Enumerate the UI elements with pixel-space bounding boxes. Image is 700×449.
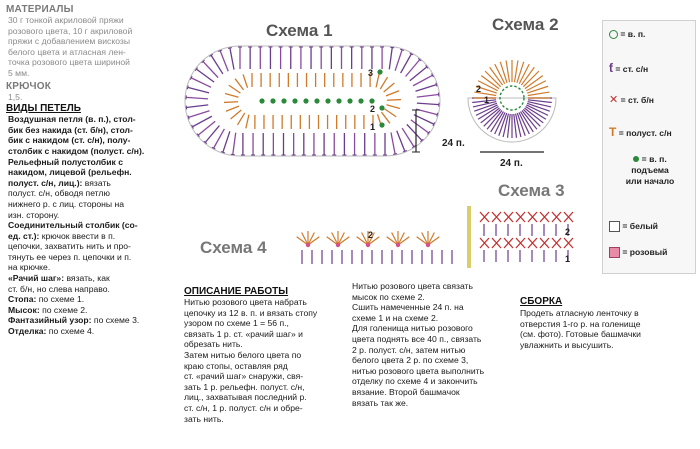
description-1-line: Затем нитью белого цвета по (184, 349, 302, 360)
description-2-line: Сшить намеченные 24 п. на (352, 302, 464, 313)
assembly-title: СБОРКА (520, 296, 563, 307)
scheme-1-diagram (185, 46, 465, 156)
scheme-2-row-2: 2 (476, 84, 482, 94)
description-1-line: зать нить. (184, 413, 224, 424)
scheme-2-diagram (468, 60, 556, 169)
description-col-1 (184, 297, 344, 424)
white-swatch (609, 221, 620, 232)
sc-icon: ✕ (609, 94, 619, 106)
description-1-line: обрезать нить. (184, 339, 243, 350)
loops-line: на крючке. (8, 262, 51, 273)
loops-line: полуст. с/н, лиц.): вязать (8, 177, 111, 188)
loops-line: бик без накида (ст. б/н), стол- (8, 124, 133, 135)
description-1-line: Нитью розового цвета набрать (184, 297, 307, 307)
loops-line: ед. ст.): крючок ввести в п. (8, 230, 116, 241)
loops-line: тянуть ее через п. цепочки и п. (8, 251, 132, 262)
scheme-3-row-2: 2 (565, 227, 571, 237)
legend-hdc: T = полуст. с/н (609, 125, 672, 139)
assembly-line: отверстия 1-го р. на голенище (520, 318, 641, 329)
description-2-line: отделку по схеме 4 и закончить (352, 376, 478, 387)
scheme-2-title: Схема 2 (492, 15, 559, 34)
legend-pink: = розовый (609, 247, 667, 258)
hook-title: КРЮЧОК (6, 80, 52, 92)
start-dot-icon (633, 156, 639, 162)
description-2-line: мысок по схеме 2. (352, 291, 425, 302)
legend-dc: ƭ = ст. с/н (609, 61, 649, 75)
loops-line: изн. сторону. (8, 209, 60, 220)
materials-line: 5 мм. (8, 67, 30, 78)
left-column (6, 4, 178, 337)
description-2-line: белого цвета 2 р. по схеме 3, (352, 355, 469, 366)
materials-line: точка розового цвета шириной (8, 57, 130, 68)
hook-value: 1,5. (8, 91, 23, 102)
chain-icon (609, 30, 618, 39)
description-2-line: вязать так же. (352, 397, 409, 408)
legend-box (602, 20, 696, 274)
materials-line: розового цвета, 10 г акриловой (8, 25, 133, 36)
legend-white: = белый (609, 221, 658, 232)
scheme-4-diagram (297, 230, 452, 264)
dc-icon: ƭ (609, 61, 613, 75)
materials-line: белого цвета и атласная лен- (8, 46, 126, 57)
scheme-3-title: Схема 3 (498, 181, 565, 200)
description-2-line: цвета поднять все 40 п., связать (352, 333, 482, 344)
description-1-line: узором по схеме 1 = 56 п., (184, 318, 289, 329)
description-2-line: Для голенища нитью розового (352, 323, 473, 334)
description-2-line: схеме 1 и на схеме 2. (352, 312, 439, 323)
loops-line: накидом, лицевой (рельефн. (8, 167, 132, 178)
description-2-line: нитью розового цвета выполнить (352, 365, 485, 376)
loops-line: Фантазийный узор: по схеме 3. (8, 315, 140, 326)
scheme-2-bottom-label: 24 п. (500, 158, 523, 169)
loops-line: Соединительный столбик (со- (8, 220, 138, 231)
scheme-2-row-1: 1 (484, 95, 490, 105)
loops-line: нижнего р. с лиц. стороны на (8, 198, 124, 209)
legend-start: = в. п. подъема или начало (625, 154, 675, 186)
scheme-1-title: Схема 1 (266, 21, 333, 40)
scheme-3-diagram (467, 206, 573, 268)
legend-sc: ✕ = ст. б/н (609, 94, 654, 106)
loops-line: Воздушная петля (в. п.), стол- (8, 114, 136, 125)
description-col-2 (352, 281, 512, 408)
description-1-line: ст. «рачий шаг» снаружи, свя- (184, 371, 304, 382)
description-1-line: зать 1 р. рельефн. полуст. с/н, (184, 381, 305, 392)
scheme-4-row-2: 2 (368, 230, 374, 240)
materials-line: пряжи с добавлением вискозы (8, 36, 131, 47)
loops-line: ст. б/н, но слева направо. (8, 283, 110, 294)
assembly-line: увлажнить и высушить. (520, 339, 614, 350)
description-2-line: Нитью розового цвета связать (352, 281, 473, 291)
description-1-line: ст. с/н, 1 р. полуст. с/н и обре- (184, 402, 303, 413)
loops-line: цепочки, захватить нить и про- (8, 241, 131, 252)
description-2-line: вязание. Второй башмачок (352, 386, 460, 397)
description-1-line: лиц., захватывая последний р. (184, 392, 307, 403)
materials-title: МАТЕРИАЛЫ (6, 4, 74, 15)
loops-line: «Рачий шаг»: вязать, как (8, 273, 110, 284)
loops-line: столбик с накидом (полуст. с/н). (8, 145, 145, 156)
scheme-1-row-1: 1 (370, 122, 376, 132)
description-1-line: цепочку из 12 в. п. и вязать стопу (184, 307, 318, 318)
loops-line: Мысок: по схеме 2. (8, 304, 88, 315)
loops-line: Рельефный полустолбик с (8, 156, 123, 167)
materials-text (8, 15, 178, 79)
loops-line: бик с накидом (ст. с/н), полу- (8, 135, 131, 146)
assembly-line: Продеть атласную ленточку в (520, 308, 639, 318)
loops-line: Стопа: по схеме 1. (8, 294, 85, 305)
legend-chain: = в. п. (609, 29, 645, 39)
scheme-1-row-2: 2 (370, 104, 376, 114)
loops-text (8, 114, 178, 336)
description-1-line: связать 1 р. ст. «рачий шаг» и (184, 328, 303, 339)
description-2-line: 2 р. полуст. с/н, затем нитью (352, 344, 466, 355)
description-title: ОПИСАНИЕ РАБОТЫ (184, 286, 289, 297)
loops-line: Отделка: по схеме 4. (8, 326, 95, 337)
assembly-line: (см. фото). Готовые башмачки (520, 329, 641, 340)
description-1-line: краю стопы, оставляя ряд (184, 360, 288, 371)
loops-title: ВИДЫ ПЕТЕЛЬ (6, 103, 81, 115)
loops-line: полуст. с/н, обводя петлю (8, 188, 110, 199)
scheme-1-side-label: 24 п. (442, 138, 465, 149)
scheme-1-row-3: 3 (368, 68, 374, 78)
pink-swatch (609, 247, 620, 258)
hdc-icon: T (609, 125, 617, 139)
materials-line: 30 г тонкой акриловой пряжи (8, 15, 124, 25)
assembly-text (520, 308, 692, 350)
scheme-3-row-1: 1 (565, 254, 571, 264)
scheme-4-title: Схема 4 (200, 238, 267, 257)
